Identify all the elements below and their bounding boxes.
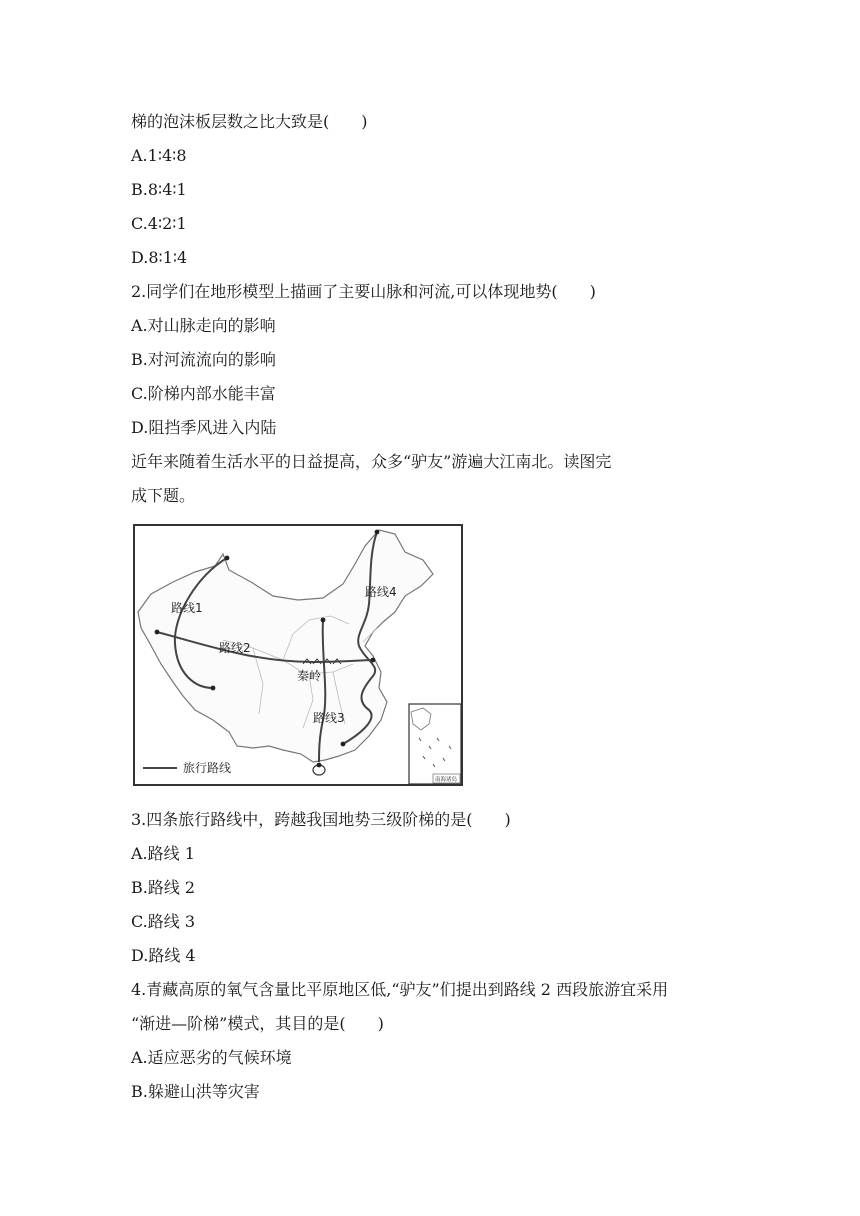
intro-line-1: 近年来随着生活水平的日益提高，众多“驴友”游遍大江南北。读图完: [131, 452, 612, 471]
intro-line-2: 成下题。: [131, 486, 196, 505]
question-3-option-b: B.路线 2: [131, 878, 196, 897]
inset-label: 南海诸岛: [435, 777, 458, 783]
route-3-label: 路线3: [313, 711, 345, 725]
question-2-option-a: A.对山脉走向的影响: [131, 316, 276, 335]
question-4-option-b: B.躲避山洪等灾害: [131, 1082, 260, 1101]
route-2-label: 路线2: [219, 641, 251, 655]
question-2-option-b: B.对河流流向的影响: [131, 350, 276, 369]
question-2-stem: 2.同学们在地形模型上描画了主要山脉和河流,可以体现地势( ): [131, 282, 596, 301]
question-3-option-c: C.路线 3: [131, 912, 196, 931]
question-1-option-d: D.8∶1∶4: [131, 248, 188, 267]
question-2-option-d: D.阻挡季风进入内陆: [131, 418, 277, 437]
question-1-option-b: B.8∶4∶1: [131, 180, 187, 199]
china-route-map: [133, 524, 463, 786]
route-1-label: 路线1: [171, 601, 203, 615]
qinling-label: 秦岭: [297, 669, 322, 683]
route-4-label: 路线4: [365, 585, 397, 599]
question-4-stem-line-1: 4.青藏高原的氧气含量比平原地区低,“驴友”们提出到路线 2 西段旅游宜采用: [131, 980, 669, 999]
legend-label: 旅行路线: [183, 761, 232, 775]
question-1-option-a: A.1∶4∶8: [131, 146, 187, 165]
question-2-option-c: C.阶梯内部水能丰富: [131, 384, 276, 403]
question-4-option-a: A.适应恶劣的气候环境: [131, 1048, 292, 1067]
south-china-sea-inset: [409, 704, 461, 784]
question-4-stem-line-2: “渐进—阶梯”模式，其目的是( ): [131, 1014, 384, 1033]
question-3-option-d: D.路线 4: [131, 946, 196, 965]
question-1-stem: 梯的泡沫板层数之比大致是( ): [131, 112, 368, 131]
question-1-option-c: C.4∶2∶1: [131, 214, 187, 233]
question-3-option-a: A.路线 1: [131, 844, 195, 863]
question-3-stem: 3.四条旅行路线中，跨越我国地势三级阶梯的是( ): [131, 810, 511, 829]
